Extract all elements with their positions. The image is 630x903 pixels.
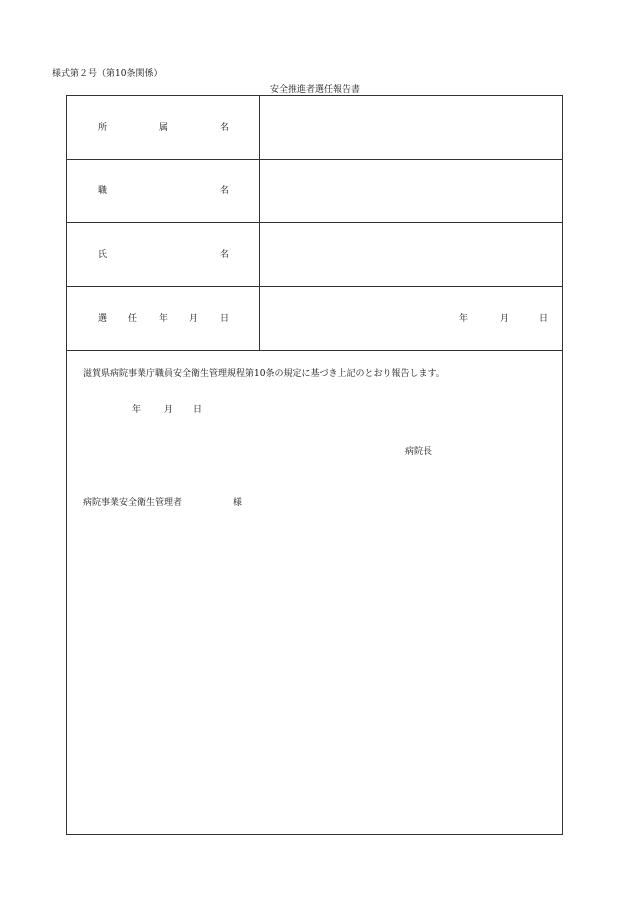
form-title: 安全推進者選任報告書	[269, 85, 360, 95]
appointment-day-char: 日	[539, 314, 549, 324]
affiliation-label-cell	[67, 96, 260, 159]
appointment-month-char: 月	[500, 314, 510, 324]
appointment-date-row	[67, 287, 562, 351]
affiliation-value-cell[interactable]	[260, 96, 562, 159]
affiliation-label-char-2: 属	[159, 123, 169, 133]
appointment-date-value-cell[interactable]	[260, 287, 562, 350]
name-label-char-2: 名	[220, 250, 230, 260]
report-month-char: 月	[164, 405, 174, 415]
name-value-cell[interactable]	[260, 223, 562, 286]
hospital-director-label: 病院長	[405, 447, 433, 457]
appointment-year-char: 年	[459, 314, 469, 324]
appointment-label-char-5: 日	[220, 314, 230, 324]
report-form-frame	[66, 95, 563, 835]
name-label-char-1: 氏	[98, 250, 108, 260]
appointment-date-label-cell	[67, 287, 260, 350]
appointment-label-char-1: 選	[98, 314, 108, 324]
name-row	[67, 223, 562, 287]
report-statement: 滋賀県病院事業庁職員安全衛生管理規程第10条の規定に基づき上記のとおり報告します。	[83, 369, 445, 379]
name-label-cell	[67, 223, 260, 286]
report-year-char: 年	[132, 405, 142, 415]
position-value-cell[interactable]	[260, 160, 562, 222]
affiliation-row	[67, 96, 562, 160]
affiliation-label-char-1: 所	[98, 123, 108, 133]
position-label-char-1: 職	[98, 186, 108, 196]
affiliation-label-char-3: 名	[220, 123, 230, 133]
position-row	[67, 160, 562, 223]
appointment-label-char-2: 任	[128, 314, 138, 324]
appointment-label-char-3: 年	[159, 314, 169, 324]
addressee-label: 病院事業安全衛生管理者	[83, 498, 183, 508]
appointment-label-char-4: 月	[189, 314, 199, 324]
form-number: 様式第２号（第10条関係）	[52, 69, 163, 79]
addressee-honorific: 様	[233, 498, 243, 508]
position-label-char-2: 名	[220, 186, 230, 196]
position-label-cell	[67, 160, 260, 222]
report-day-char: 日	[193, 405, 203, 415]
